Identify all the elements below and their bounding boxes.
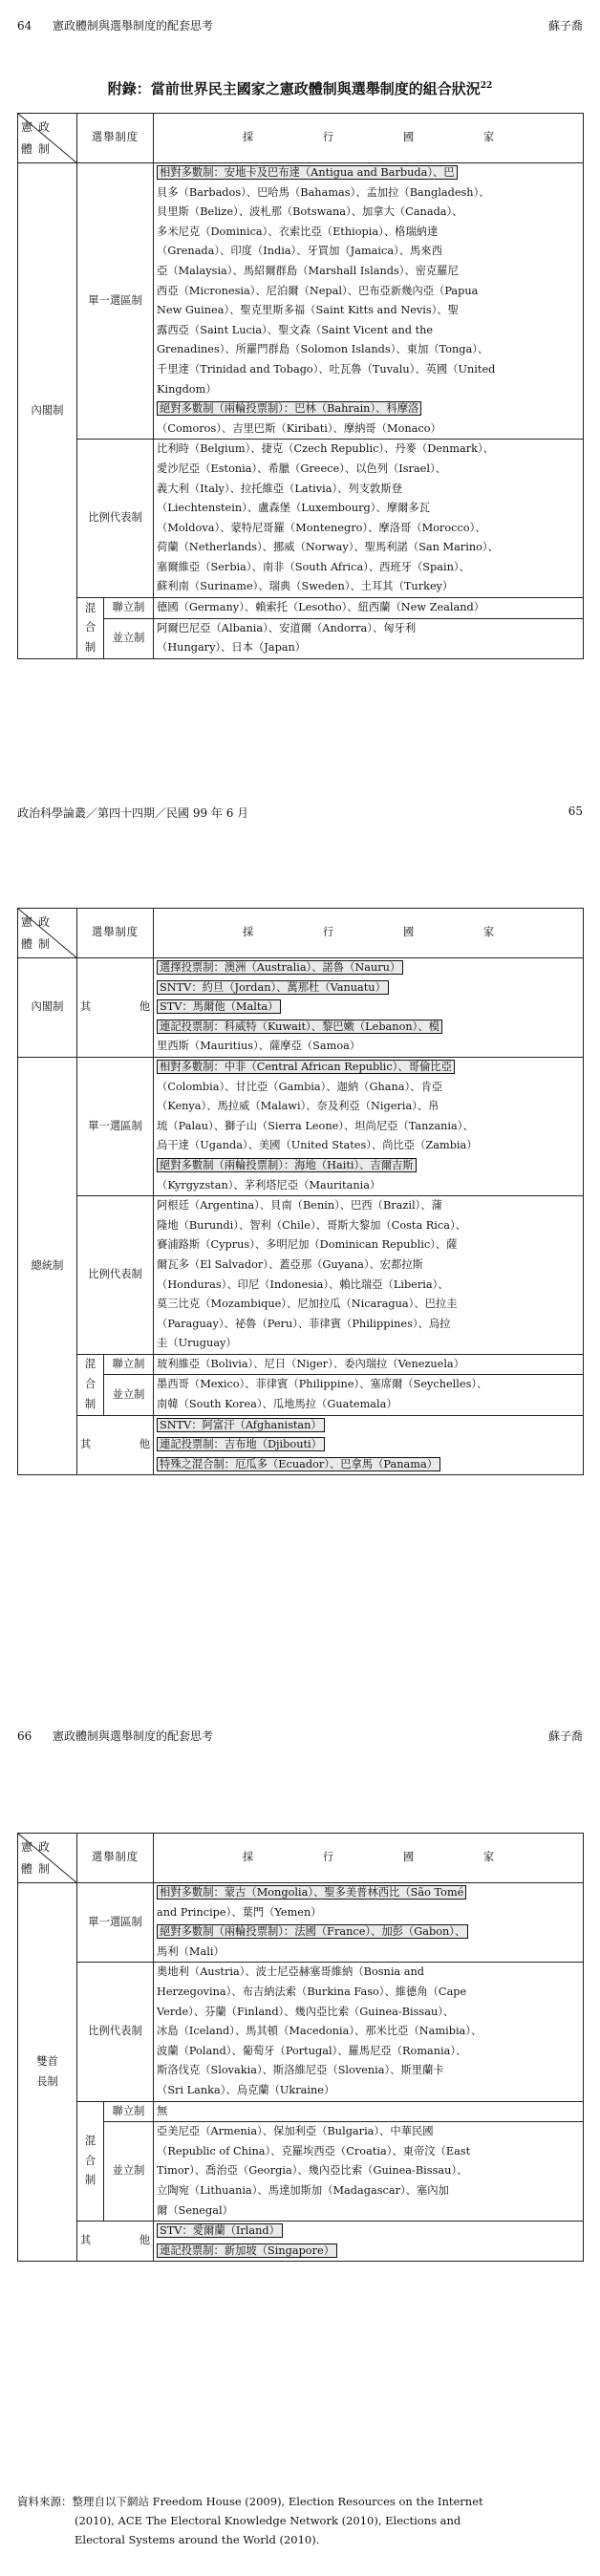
list-line: Kingdom）	[157, 382, 217, 396]
corner-label-bottom: 體制	[21, 937, 56, 951]
mixed-label: 混合制	[77, 1354, 104, 1415]
semi-presidential-label: 雙首 長制	[18, 1883, 77, 2262]
mmm-countries: 無	[154, 2101, 584, 2122]
source-line: 整理自以下網站 Freedom House (2009), Election Resources on the Internet	[72, 2495, 483, 2508]
pr-countries: 阿根廷（Argentina）、貝南（Benin）、巴西（Brazil）、蒲 隆地（Burundi）、智利（Chile）、哥斯大黎加（Costa Rica）、 賽浦路斯（Cyprus）、多明尼加（Dominican Republic）、薩 爾瓦多（El Salvador）、蓋亞那（Guyana）、宏都拉斯 （Honduras）、印尼（Indonesia）、賴比瑞亞（Liberia）、 莫三比克（Mozambique）、尼加拉瓜（Nicaragua）、巴拉圭 （Paraguay）、祕魯（Peru）、菲律賓（Philippines）、烏拉 圭（Uruguay）	[154, 1196, 584, 1355]
header-countries: 採 行 國 家	[154, 909, 584, 958]
corner-label-top: 憲政	[21, 915, 56, 929]
list-line: 多米尼克（Dominica）、衣索比亞（Ethiopia）、格瑞納達	[157, 225, 439, 238]
running-header-left	[17, 1728, 213, 1744]
mmp-countries: 亞美尼亞（Armenia）、保加利亞（Bulgaria）、中華民國 （Republic of China）、克羅埃西亞（Croatia）、東帝汶（East Timor）、喬治亞（Georgia）、幾內亞比索（Guinea-Bissau）、 立陶宛（Lithuania）、馬達加斯加（Madagascar）、塞內加 爾（Senegal）	[154, 2122, 584, 2222]
table-row	[18, 1415, 584, 1475]
mmm-countries: 德國（Germany）、賴索托（Lesotho）、紐西蘭（New Zealand）	[154, 598, 584, 619]
source-line: (2010), ACE The Electoral Knowledge Network (2010), Elections and	[75, 2514, 461, 2527]
smd-label: 單一選區制	[77, 1057, 154, 1195]
header-corner	[18, 1834, 77, 1883]
table-row	[18, 1057, 584, 1195]
footnote-ref: 22	[480, 81, 493, 91]
table-row	[18, 958, 584, 1058]
other-label: 其 他	[77, 958, 154, 1058]
page-number: 65	[568, 805, 583, 818]
table-row	[18, 598, 584, 619]
list-line: 絕對多數制（兩輪投票制）：巴林（Bahrain）、科摩洛	[157, 401, 421, 416]
smd-countries: 相對多數制：中非（Central African Republic）、哥倫比亞 （Colombia）、甘比亞（Gambia）、迦納（Ghana）、肯亞 （Kenya）、馬拉威（Malawi）、奈及利亞（Nigeria）、帛 琉（Palau）、獅子山（Sierra Leone）、坦尚尼亞（Tanzania）、 烏干達（Uganda）、美國（United States）、尚比亞（Zambia） 絕對多數制（兩輪投票制）：海地（Haiti）、吉爾吉斯 （Kyrgyzstan）、茅利塔尼亞（Mauritania）	[154, 1057, 584, 1195]
appendix-title	[0, 78, 600, 98]
table-header	[18, 909, 584, 958]
corner-label-bottom: 體制	[21, 142, 56, 156]
parliamentary-label: 內閣制	[18, 958, 77, 1058]
table-row	[18, 440, 584, 598]
appendix-title-text: 附錄：當前世界民主國家之憲政體制與選舉制度的組合狀況	[107, 80, 481, 97]
mmm-label: 聯立制	[104, 2101, 154, 2122]
pr-label: 比例代表制	[77, 440, 154, 598]
list-line: Grenadines）、所羅門群島（Solomon Islands）、東加（Tonga）、	[157, 343, 489, 356]
pr-label: 比例代表制	[77, 1196, 154, 1355]
mmp-countries: 阿爾巴尼亞（Albania）、安道爾（Andorra）、匈牙利 （Hungary）、日本（Japan）	[154, 618, 584, 658]
header-corner	[18, 114, 77, 163]
mmm-label: 聯立制	[104, 598, 154, 619]
mmp-label: 並立制	[104, 2122, 154, 2222]
table-page64	[17, 113, 584, 659]
list-line: 貝多（Barbados）、巴哈馬（Bahamas）、孟加拉（Bangladesh）、	[157, 185, 490, 199]
source-label: 資料來源：	[17, 2495, 73, 2508]
mmp-label: 並立制	[104, 1375, 154, 1415]
mmm-countries: 玻利維亞（Bolivia）、尼日（Niger）、委內瑞拉（Venezuela）	[154, 1354, 584, 1375]
table-row	[18, 1354, 584, 1375]
list-line: 亞（Malaysia）、馬紹爾群島（Marshall Islands）、密克羅尼	[157, 264, 459, 277]
smd-countries	[154, 163, 584, 440]
table-row	[18, 1963, 584, 2101]
table-row	[18, 1883, 584, 1963]
mixed-label: 混合制	[77, 598, 104, 659]
table-row	[18, 1196, 584, 1355]
running-header-left	[17, 17, 213, 33]
header-corner	[18, 909, 77, 958]
mmm-label: 聯立制	[104, 1354, 154, 1375]
header-countries: 採 行 國 家	[154, 114, 584, 163]
running-title: 憲政體制與選舉制度的配套思考	[52, 1729, 213, 1743]
page-number: 66	[17, 1729, 32, 1743]
list-line: 千里達（Trinidad and Tobago）、吐瓦魯（Tuvalu）、英國（United	[157, 362, 496, 376]
table-header	[18, 1834, 584, 1883]
source-note	[17, 2492, 583, 2549]
source-line: Electoral Systems around the World (2010).	[75, 2533, 320, 2546]
list-line: 貝里斯（Belize）、波札那（Botswana）、加拿大（Canada）、	[157, 205, 463, 219]
other-countries: SNTV：阿富汗（Afghanistan） 連記投票制：吉布地（Djibouti） 特殊之混合制：厄瓜多（Ecuador）、巴拿馬（Panama）	[154, 1415, 584, 1475]
parl-other-countries: 選擇投票制：澳洲（Australia）、諾魯（Nauru） SNTV：約旦（Jordan）、萬那杜（Vanuatu） STV：馬爾他（Malta） 連記投票制：科威特（Kuwait）、黎巴嫩（Lebanon）、模 里西斯（Mauritius）、薩摩亞（Samoa）	[154, 958, 584, 1058]
table-page65	[17, 908, 584, 1475]
list-line: （Comoros）、吉里巴斯（Kiribati）、摩納哥（Monaco）	[157, 421, 441, 435]
table-row	[18, 163, 584, 440]
corner-label-top: 憲政	[21, 120, 56, 134]
table-row	[18, 2101, 584, 2122]
list-line: 露西亞（Saint Lucia）、聖文森（Saint Vicent and the	[157, 323, 434, 336]
smd-countries: 相對多數制：蒙古（Mongolia）、聖多美普林西比（São Tomé and Principe）、葉門（Yemen） 絕對多數制（兩輪投票制）：法國（France）、加彭（Gabon）、 馬利（Mali）	[154, 1883, 584, 1963]
mmp-countries: 墨西哥（Mexico）、菲律賓（Philippine）、塞席爾（Seychelles）、 南韓（South Korea）、瓜地馬拉（Guatemala）	[154, 1375, 584, 1415]
other-label: 其 他	[77, 2222, 154, 2262]
running-header-author: 蘇子喬	[547, 1729, 583, 1743]
list-line: New Guinea）、聖克里斯多福（Saint Kitts and Nevis）、聖	[157, 304, 459, 317]
page-number: 64	[17, 19, 32, 32]
pr-countries: 比利時（Belgium）、捷克（Czech Republic）、丹麥（Denmark）、 愛沙尼亞（Estonia）、希臘（Greece）、以色列（Israel）、 義大利（Italy）、拉托維亞（Lativia）、列支敦斯登 （Liechtenstein）、盧森堡（Luxembourg）、摩爾多瓦 （Moldova）、蒙特尼哥羅（Montenegro）、摩洛哥（Morocco）、 荷蘭（Netherlands）、挪威（Norway）、聖馬利諾（San Marino）、 塞爾維亞（Serbia）、南非（South Africa）、西班牙（Spain）、 蘇利南（Suriname）、瑞典（Sweden）、土耳其（Turkey）	[154, 440, 584, 598]
running-title: 憲政體制與選舉制度的配套思考	[52, 19, 213, 32]
smd-label: 單一選區制	[77, 1883, 154, 1963]
list-line: （Grenada）、印度（India）、牙買加（Jamaica）、馬來西	[157, 245, 442, 258]
running-header-author: 蘇子喬	[547, 19, 583, 32]
header-countries: 採 行 國 家	[154, 1834, 584, 1883]
mixed-label: 混合制	[77, 2101, 104, 2222]
running-header-journal: 政治科學論叢／第四十四期／民國 99 年 6 月	[17, 806, 249, 820]
other-label: 其 他	[77, 1415, 154, 1475]
smd-label: 單一選區制	[77, 163, 154, 440]
corner-label-bottom: 體制	[21, 1862, 56, 1876]
mmp-label: 並立制	[104, 618, 154, 658]
header-electoral-system: 選舉制度	[77, 1834, 154, 1883]
presidential-label: 總統制	[18, 1057, 77, 1474]
list-line: 西亞（Micronesia）、尼泊爾（Nepal）、巴布亞新幾內亞（Papua	[157, 284, 479, 297]
table-page66	[17, 1833, 584, 2262]
table-row	[18, 2222, 584, 2262]
pr-label: 比例代表制	[77, 1963, 154, 2101]
parliamentary-label: 內閣制	[18, 163, 77, 659]
header-electoral-system: 選舉制度	[77, 114, 154, 163]
corner-label-top: 憲政	[21, 1840, 56, 1854]
pr-countries: 奧地利（Austria）、波士尼亞赫塞哥維納（Bosnia and Herzegovina）、布吉納法索（Burkina Faso）、維德角（Cape Verde）、芬蘭（Finland）、幾內亞比索（Guinea-Bissau）、 冰島（Iceland）、馬其頓（Macedonia）、那米比亞（Namibia）、 波蘭（Poland）、葡萄牙（Portugal）、羅馬尼亞（Romania）、 斯洛伐克（Slovakia）、斯洛維尼亞（Slovenia）、斯里蘭卡 （Sri Lanka）、烏克蘭（Ukraine）	[154, 1963, 584, 2101]
list-line: 相對多數制：安地卡及巴布達（Antigua and Barbuda）、巴	[157, 165, 458, 180]
header-electoral-system: 選舉制度	[77, 909, 154, 958]
other-countries: STV：愛爾蘭（Irland） 連記投票制：新加坡（Singapore）	[154, 2222, 584, 2262]
table-header	[18, 114, 584, 163]
